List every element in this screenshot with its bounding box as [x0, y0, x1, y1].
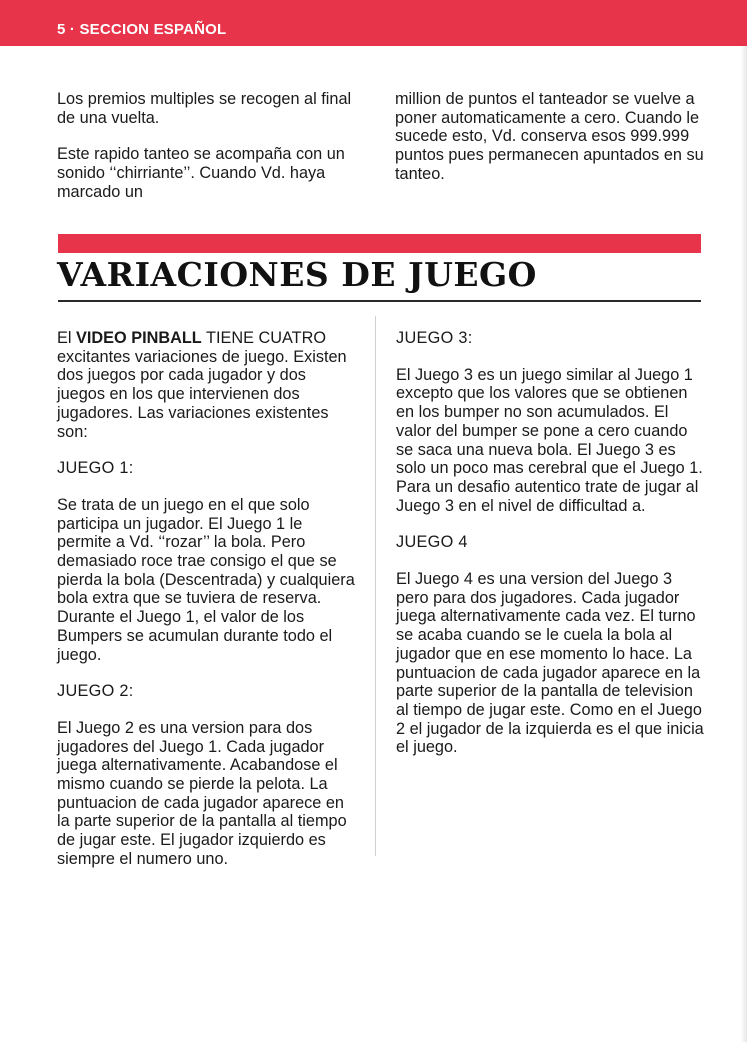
p1-rest: TIENE CUATRO excitantes variaciones de juego. Existen dos juegos por cada jugador y dos juegos en los que intervienen dos jugadores. Las variaciones existentes son:: [57, 329, 347, 441]
intro-left-column: [57, 90, 357, 220]
column-divider: [375, 316, 376, 856]
juego2-text: El Juego 2 es una version para dos jugadores del Juego 1. Cada jugador juega alternativamente. Acabandose el mismo cuando se pierde la pelota. La puntuacion de cada jugador aparece en la parte superior de la pantalla al tiempo de jugar este. El jugador izquierdo es siempre el numero uno.: [57, 718, 347, 868]
section-title: VARIACIONES DE JUEGO: [57, 255, 537, 294]
p1-prefix: El: [57, 329, 72, 347]
title-underline: [58, 300, 701, 302]
intro-paragraph: million de puntos el tanteador se vuelve a poner automaticamente a cero. Cuando le sucede esto, Vd. conserva esos 999.999 puntos pues permanecen apuntados en su tanteo.: [395, 90, 704, 183]
intro-paragraph: Los premios multiples se recogen al final de una vuelta.: [57, 90, 352, 127]
product-name: VIDEO PINBALL: [76, 329, 202, 347]
juego4-heading: JUEGO 4: [396, 533, 468, 552]
intro-paragraph: Este rapido tanteo se acompaña con un sonido ‘‘chirriante’’. Cuando Vd. haya marcado un: [57, 145, 345, 201]
intro-right-column: [395, 90, 705, 202]
juego2-heading: JUEGO 2:: [57, 682, 134, 701]
header-bar: [0, 0, 747, 46]
juego3-text: El Juego 3 es un juego similar al Juego 1 excepto que los valores que se obtienen en los bumper no son acumulados. El valor del bumper se pone a cero cuando se saca una nueva bola. El Juego 3 es solo un poco mas cerebral que el Juego 1. Para un desafio autentico trate de jugar al Juego 3 en el nivel de difficultad a.: [396, 365, 703, 515]
page-label: 5 · SECCION ESPAÑOL: [57, 21, 227, 38]
juego3-heading: JUEGO 3:: [396, 329, 473, 347]
juego1-text: Se trata de un juego en el que solo participa un jugador. El Juego 1 le permite a Vd. ‘‘rozar’’ la bola. Pero demasiado roce trae consigo el que se pierda la bola (Descentrada) y cualquiera bola extra que se tuviera de reserva. Durante el Juego 1, el valor de los Bumpers se acumulan durante todo el juego.: [57, 495, 355, 664]
page-edge-shadow: [741, 46, 747, 1042]
section-accent-bar: [58, 234, 701, 253]
juego1-heading: JUEGO 1:: [57, 459, 134, 478]
body-right-column: [396, 329, 706, 775]
juego4-text: El Juego 4 es una version del Juego 3 pero para dos jugadores. Cada jugador juega alternativamente cada vez. El turno se acaba cuando se le cuela la bola al jugador que en ese momento lo hace. La puntuacion de cada jugador aparece en la parte superior de la pantalla de television al tiempo de jugar este. Como en el Juego 2 el jugador de la izquierda es el que inicia el juego.: [396, 570, 704, 757]
intro-variations-paragraph: [57, 329, 357, 441]
body-left-column: [57, 329, 357, 887]
